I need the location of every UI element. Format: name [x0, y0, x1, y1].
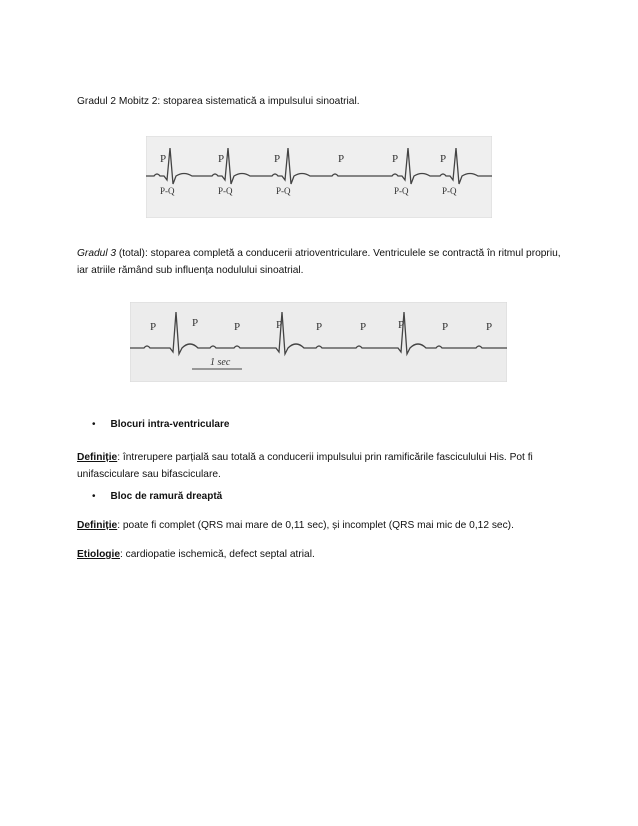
bullet-intraventricular	[92, 419, 229, 430]
pq-interval-label: P-Q	[276, 186, 291, 196]
p-wave-label: P	[392, 153, 399, 165]
etiology-text: : cardiopatie ischemică, defect septal atrial.	[120, 549, 315, 560]
bullet-right-bundle	[92, 491, 222, 502]
p-wave-label: P	[150, 321, 157, 333]
p-wave-label: P	[338, 153, 345, 165]
p-wave-label: P	[218, 153, 225, 165]
paragraph-mobitz2	[77, 94, 567, 111]
pq-interval-label: P-Q	[160, 186, 175, 196]
time-scale-label: 1 sec	[210, 357, 231, 368]
mobitz2-text: stoparea sistematică a impulsului sinoatrial.	[163, 96, 360, 107]
definition-text: : întrerupere parțială sau totală a conducerii impulsului prin ramificările fasciculului His. Pot fi unifasciculare sau bifasciculare.	[77, 452, 533, 480]
ecg-figure-grade3	[130, 302, 507, 382]
definition-text: : poate fi complet (QRS mai mare de 0,11 sec), și incomplet (QRS mai mic de 0,12 sec).	[117, 520, 514, 531]
etiology-label: Etiologie	[77, 549, 121, 560]
bullet-intraventricular-label: Blocuri intra-ventriculare	[110, 419, 230, 430]
p-wave-label: P	[234, 321, 241, 333]
bullet-right-bundle-label: Bloc de ramură dreaptă	[110, 491, 223, 502]
mobitz2-prefix: Gradul 2 Mobitz 2:	[77, 96, 164, 107]
pq-interval-label: P-Q	[394, 186, 409, 196]
p-wave-label: P	[276, 319, 283, 331]
p-wave-label: P	[486, 321, 493, 333]
p-wave-label: P	[442, 321, 449, 333]
p-wave-label: P	[398, 319, 405, 331]
pq-interval-label: P-Q	[442, 186, 457, 196]
p-wave-label: P	[160, 153, 167, 165]
definition-right-bundle	[77, 518, 567, 535]
p-wave-label: P	[192, 317, 199, 329]
p-wave-label: P	[360, 321, 367, 333]
grade3-prefix: Gradul 3	[77, 248, 117, 259]
ecg-figure-mobitz2	[146, 136, 492, 218]
p-wave-label: P	[274, 153, 281, 165]
p-wave-label: P	[440, 153, 447, 165]
etiology	[77, 547, 567, 564]
bullet-dot: •	[92, 491, 96, 502]
p-wave-label: P	[316, 321, 323, 333]
definition-label: Definiție	[77, 520, 118, 531]
definition-intraventricular	[77, 450, 567, 483]
paragraph-grade3	[77, 246, 567, 279]
grade3-text: (total): stoparea completă a conducerii atrioventriculare. Ventriculele se contractă în ritmul propriu, iar atriile rămând sub influența nodulului sinoatrial.	[77, 248, 561, 276]
bullet-dot: •	[92, 419, 96, 430]
definition-label: Definiție	[77, 452, 118, 463]
pq-interval-label: P-Q	[218, 186, 233, 196]
